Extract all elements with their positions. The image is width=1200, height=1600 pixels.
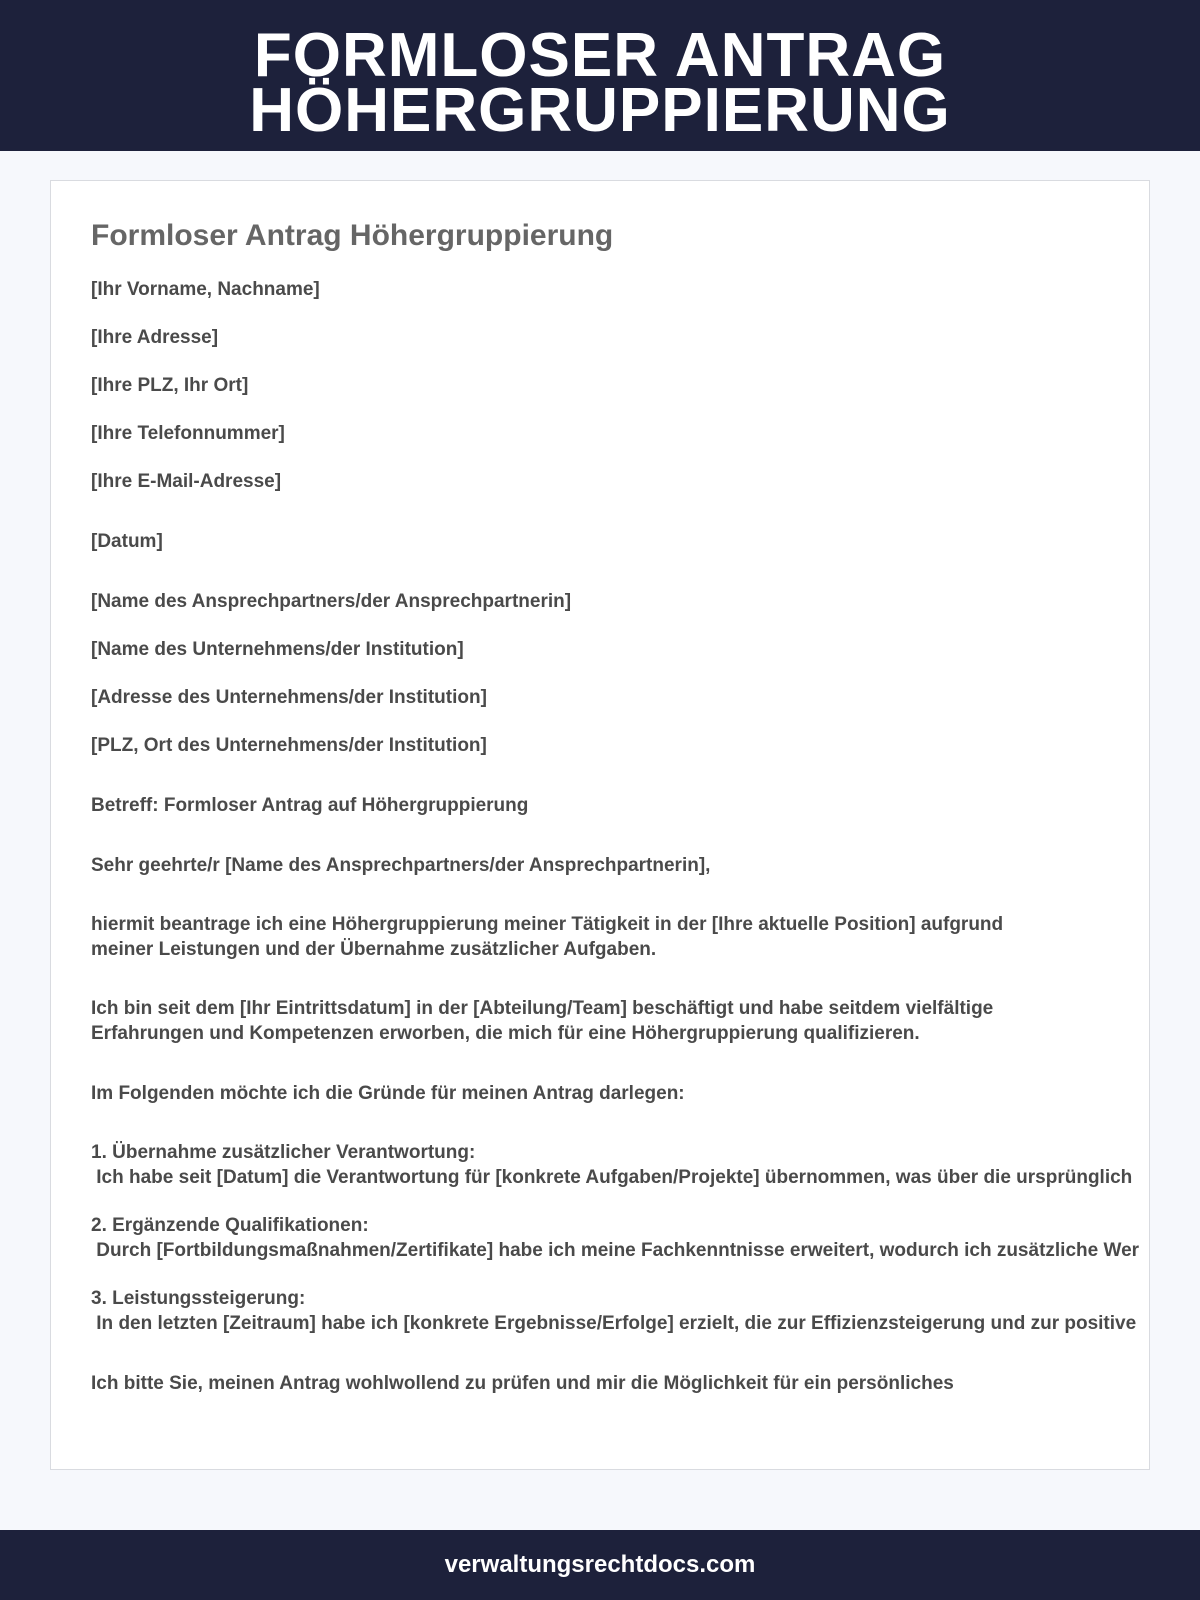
sender-phone: [Ihre Telefonnummer] — [91, 423, 285, 444]
intro-paragraph-line-1: hiermit beantrage ich eine Höhergruppierung meiner Tätigkeit in der [Ihre aktuelle Position] aufgrund — [91, 914, 1004, 935]
intro-paragraph-line-2: meiner Leistungen und der Übernahme zusätzlicher Aufgaben. — [91, 939, 657, 960]
experience-paragraph-line-1: Ich bin seit dem [Ihr Eintrittsdatum] in der [Abteilung/Team] beschäftigt und habe seitdem vielfältige — [91, 998, 994, 1019]
subject-line: Betreff: Formloser Antrag auf Höhergruppierung — [91, 795, 529, 816]
document-card — [50, 180, 1150, 1470]
salutation: Sehr geehrte/r [Name des Ansprechpartners/der Ansprechpartnerin], — [91, 855, 711, 876]
reasons-intro: Im Folgenden möchte ich die Gründe für meinen Antrag darlegen: — [91, 1083, 685, 1104]
recipient-company: [Name des Unternehmens/der Institution] — [91, 639, 464, 660]
reason-3-heading: 3. Leistungssteigerung: — [91, 1288, 306, 1309]
recipient-city: [PLZ, Ort des Unternehmens/der Institution] — [91, 735, 487, 756]
header-banner — [0, 0, 1200, 151]
letter-date: [Datum] — [91, 531, 163, 552]
closing-paragraph: Ich bitte Sie, meinen Antrag wohlwollend zu prüfen und mir die Möglichkeit für ein persönliches — [91, 1373, 954, 1394]
footer-site-link[interactable]: verwaltungsrechtdocs.com — [444, 1551, 756, 1578]
reason-1-text: Ich habe seit [Datum] die Verantwortung für [konkrete Aufgaben/Projekte] übernommen, was über die ursprünglich — [91, 1167, 1133, 1188]
reason-3-text: In den letzten [Zeitraum] habe ich [konkrete Ergebnisse/Erfolge] erzielt, die zur Effizienzsteigerung und zur positive — [91, 1313, 1137, 1334]
reason-1-heading: 1. Übernahme zusätzlicher Verantwortung: — [91, 1142, 476, 1163]
sender-name: [Ihr Vorname, Nachname] — [91, 279, 320, 300]
banner-title-line-1: FORMLOSER ANTRAG — [253, 21, 947, 90]
reason-2-heading: 2. Ergänzende Qualifikationen: — [91, 1215, 369, 1236]
sender-address: [Ihre Adresse] — [91, 327, 219, 348]
sender-city: [Ihre PLZ, Ihr Ort] — [91, 375, 249, 396]
document-title: Formloser Antrag Höhergruppierung — [91, 219, 614, 252]
footer-bar — [0, 1530, 1200, 1600]
experience-paragraph-line-2: Erfahrungen und Kompetenzen erworben, die mich für eine Höhergruppierung qualifizieren. — [91, 1023, 920, 1044]
recipient-contact: [Name des Ansprechpartners/der Ansprechpartnerin] — [91, 591, 572, 612]
reason-2-text: Durch [Fortbildungsmaßnahmen/Zertifikate] habe ich meine Fachkenntnisse erweitert, wodurch ich zusätzliche Wer — [91, 1240, 1140, 1261]
sender-email: [Ihre E-Mail-Adresse] — [91, 471, 282, 492]
banner-title-line-2: HÖHERGRUPPIERUNG — [249, 76, 951, 145]
recipient-address: [Adresse des Unternehmens/der Institution] — [91, 687, 487, 708]
